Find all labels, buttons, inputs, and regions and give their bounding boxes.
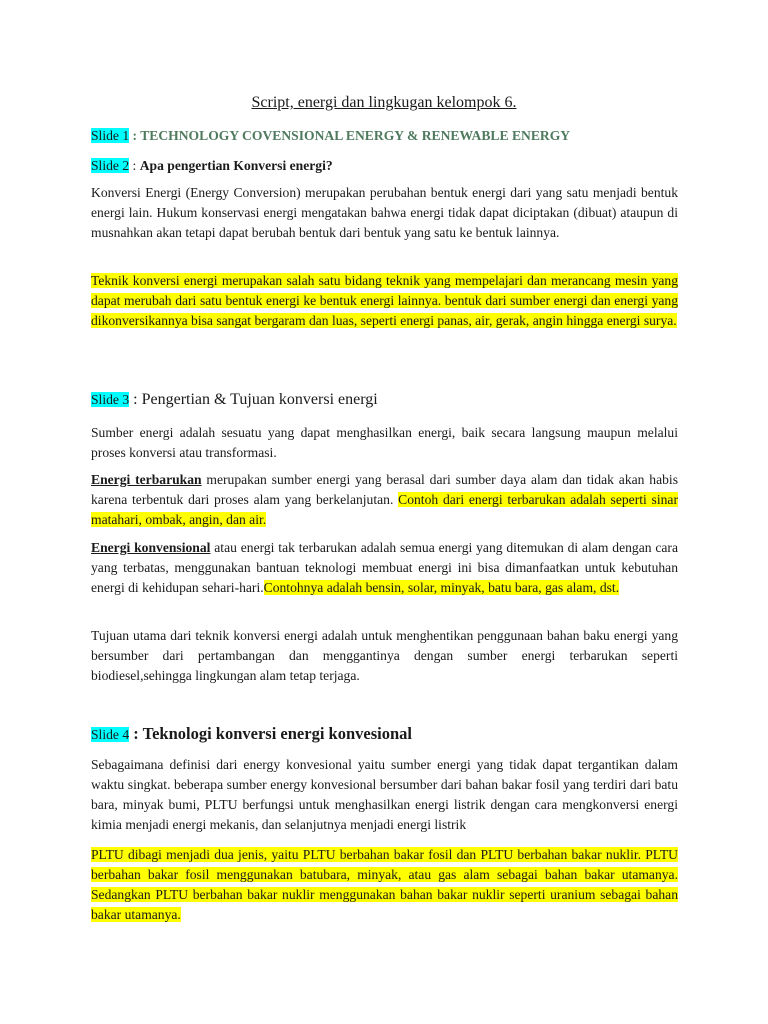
slide4-paragraph-1: Sebagaimana definisi dari energy konvesional yaitu sumber energi yang tidak dapat tergantikan dalam waktu singkat. beberapa sumber energy konvesional bersumber dari bahan bakar fosil yang terdiri dari batu bara, minyak bumi, PLTU berfungsi untuk menghasilkan energi listrik dengan cara mengkonversi energi kimia menjadi energi mekanis, dan selanjutnya menjadi energi listrik <box>91 757 678 832</box>
slide2-line <box>91 156 678 176</box>
konvensional-highlight: Contohnya adalah bensin, solar, minyak, batu bara, gas alam, dst. <box>263 580 620 595</box>
slide1-label: Slide 1 <box>91 128 130 143</box>
slide2-label: Slide 2 <box>91 158 130 173</box>
slide4-highlight: PLTU dibagi menjadi dua jenis, yaitu PLTU berbahan bakar fosil dan PLTU berbahan bakar nuklir. PLTU berbahan bakar fosil menggunakan batubara, minyak, atau gas alam sebagai bahan bakar utamanya. Sedangkan PLTU berbahan bakar nuklir menggunakan bahan bakar nuklir seperti uranium sebagai bahan bakar utamanya. <box>91 847 678 922</box>
slide1-line <box>91 126 678 146</box>
slide2-paragraph-2 <box>91 271 678 331</box>
document-title: Script, energi dan lingkugan kelompok 6. <box>251 94 517 111</box>
slide4-paragraph-2 <box>91 845 678 925</box>
slide3-heading: Pengertian & Tujuan konversi energi <box>141 391 378 408</box>
slide3-paragraph-konvensional <box>91 538 678 598</box>
slide3-paragraph-4: Tujuan utama dari teknik konversi energi adalah untuk menghentikan penggunaan bahan baku energi yang bersumber dari pertambangan dan menggantinya dengan sumber energi terbarukan seperti biodiesel,sehingga lingkungan alam tetap terjaga. <box>91 628 678 683</box>
slide3-paragraph-1: Sumber energi adalah sesuatu yang dapat menghasilkan energi, baik secara langsung maupun melalui proses konversi atau transformasi. <box>91 425 678 460</box>
slide3-sep: : <box>129 391 142 408</box>
term-energi-terbarukan: Energi terbarukan <box>91 472 202 487</box>
slide1-sep: : <box>129 128 141 143</box>
slide4-line <box>91 724 678 745</box>
slide3-label: Slide 3 <box>91 392 130 407</box>
term-energi-konvensional: Energi konvensional <box>91 540 211 555</box>
slide4-sep: : <box>129 724 143 743</box>
terbarukan-highlight: Contoh dari energi terbarukan adalah seperti sinar matahari, ombak, angin, dan air. <box>91 492 678 527</box>
slide3-line <box>91 390 678 410</box>
slide1-heading: TECHNOLOGY COVENSIONAL ENERGY & RENEWABLE ENERGY <box>140 128 571 143</box>
slide4-label: Slide 4 <box>91 727 130 742</box>
terbarukan-text: merupakan sumber energi yang berasal dari sumber daya alam dan tidak akan habis karena terbentuk dari proses alam yang berkelanjutan. <box>91 472 678 507</box>
konvensional-text: atau energi tak terbarukan adalah semua energi yang ditemukan di alam dengan cara yang terbatas, menggunakan bantuan teknologi membuat energi ini bisa dimanfaatkan untuk kebutuhan energi di kehidupan sehari-hari. <box>91 540 678 595</box>
slide2-sep: : <box>129 158 140 173</box>
slide4-heading: Teknologi konversi energi konvesional <box>142 724 412 743</box>
slide3-paragraph-terbarukan <box>91 470 678 530</box>
slide2-highlight: Teknik konversi energi merupakan salah satu bidang teknik yang mempelajari dan merancang mesin yang dapat merubah dari satu bentuk energi ke bentuk energi lainnya. bentuk dari sumber energi dan energi yang dikonversikannya bisa sangat bergaram dan luas, seperti energi panas, air, gerak, angin hingga energi surya. <box>91 273 678 328</box>
slide2-paragraph-1: Konversi Energi (Energy Conversion) merupakan perubahan bentuk energi dari yang satu menjadi bentuk energi lain. Hukum konservasi energi mengatakan bahwa energi tidak dapat diciptakan (dibuat) ataupun di musnahkan akan tetapi dapat berubah bentuk dari bentuk yang satu ke bentuk lainnya. <box>91 185 678 240</box>
slide2-heading: Apa pengertian Konversi energi? <box>139 158 333 173</box>
